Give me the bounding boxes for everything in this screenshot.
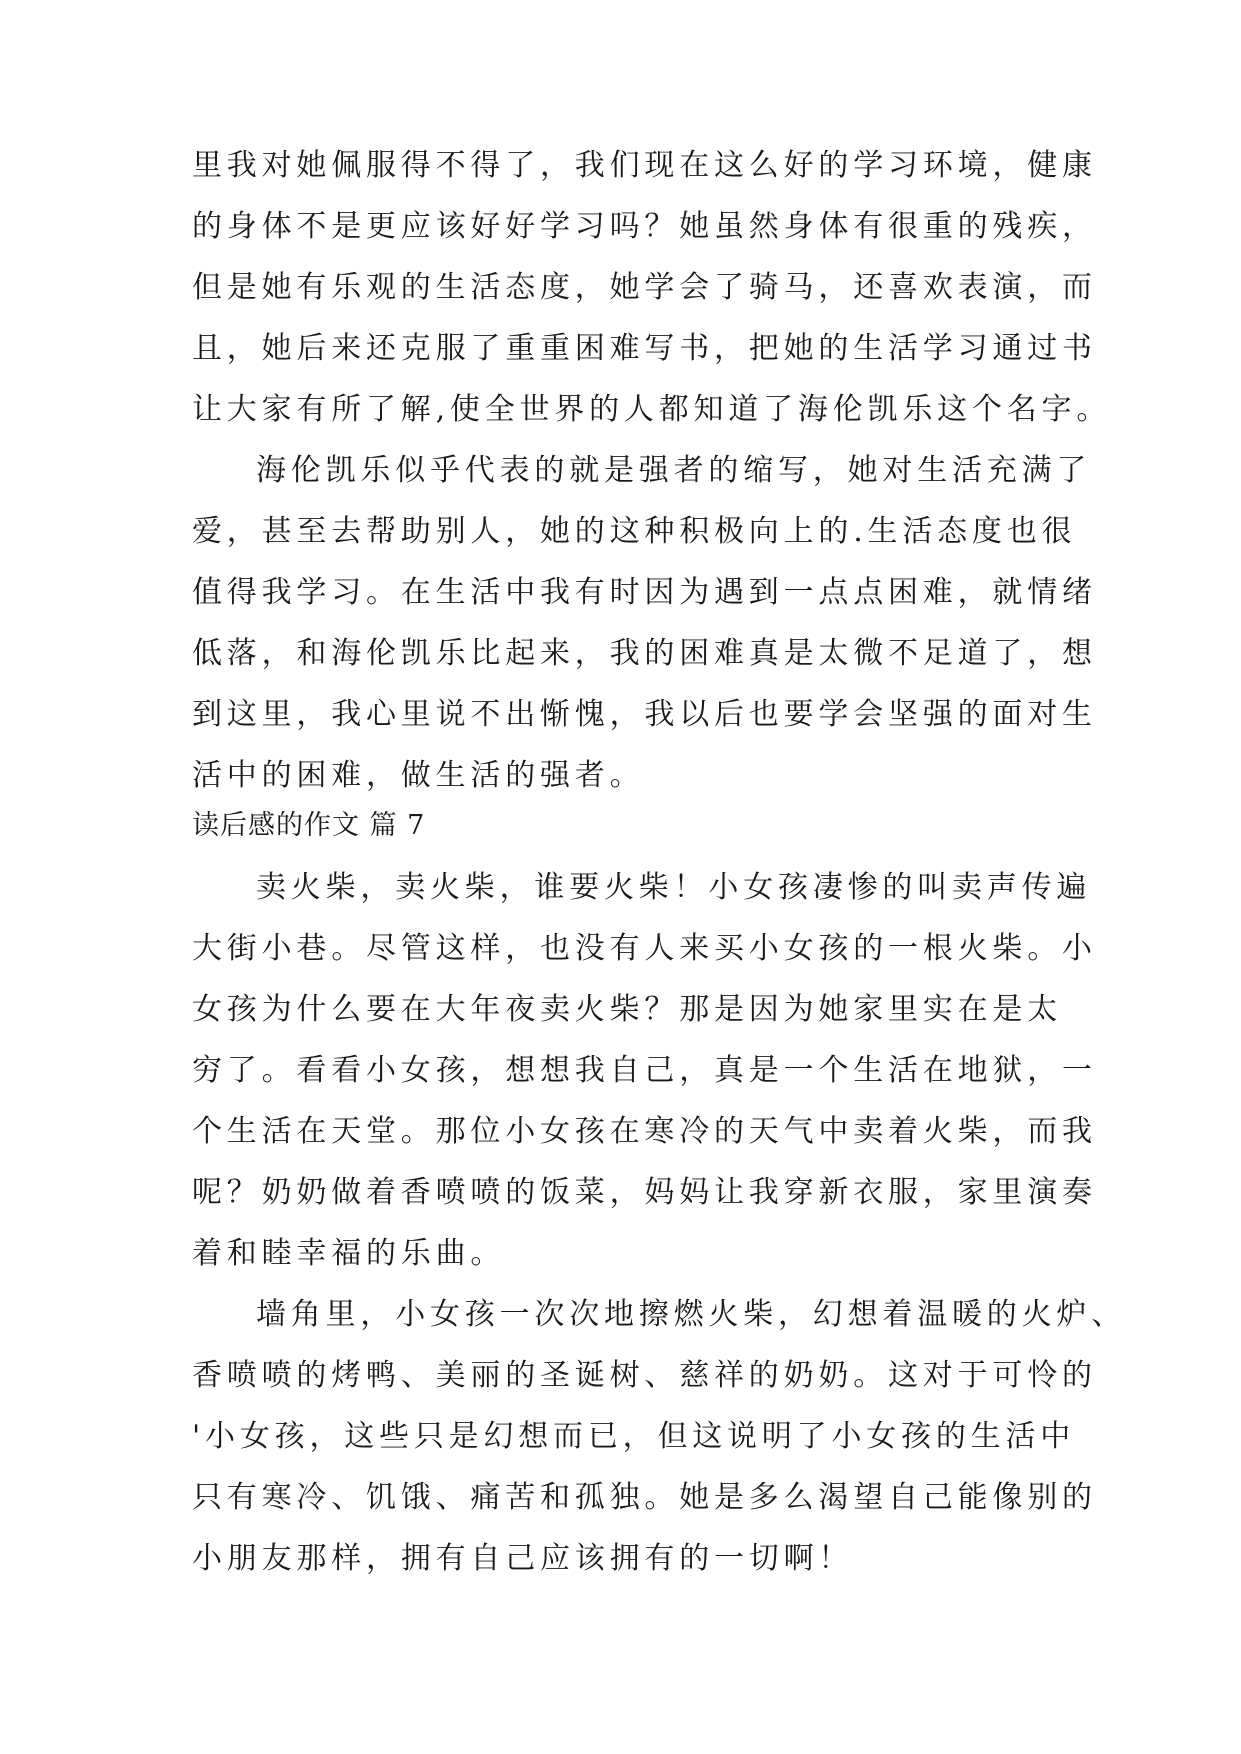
text-line: 着和睦幸福的乐曲。 (192, 1236, 506, 1271)
text-line: 低落，和海伦凯乐比起来，我的困难真是太微不足道了，想 (192, 636, 1097, 671)
text-line: 呢？奶奶做着香喷喷的饭菜，妈妈让我穿新衣服，家里演奏 (192, 1175, 1097, 1210)
text-line: 小朋友那样，拥有自己应该拥有的一切啊！ (192, 1541, 854, 1576)
text-line: 的身体不是更应该好好学习吗？她虽然身体有很重的残疾， (192, 209, 1097, 244)
text-line: 但是她有乐观的生活态度，她学会了骑马，还喜欢表演，而 (192, 270, 1097, 305)
text-line: '小女孩，这些只是幻想而已，但这说明了小女孩的生活中 (192, 1419, 1076, 1454)
text-line: 穷了。看看小女孩，想想我自己，真是一个生活在地狱，一 (192, 1053, 1097, 1088)
text-line: 值得我学习。在生活中我有时因为遇到一点点困难，就情绪 (192, 575, 1097, 610)
text-line: 海伦凯乐似乎代表的就是强者的缩写，她对生活充满了 (256, 453, 1092, 488)
section-heading: 读后感的作文 篇 7 (192, 810, 426, 841)
text-line: 香喷喷的烤鸭、美丽的圣诞树、慈祥的奶奶。这对于可怜的 (192, 1358, 1097, 1393)
text-line: 让大家有所了解,使全世界的人都知道了海伦凯乐这个名字。 (192, 392, 1112, 427)
text-line: 活中的困难，做生活的强者。 (192, 758, 645, 793)
text-line: 爱，甚至去帮助别人，她的这种积极向上的.生活态度也很 (192, 514, 1077, 549)
text-line: 卖火柴，卖火柴，谁要火柴！小女孩凄惨的叫卖声传遍 (256, 870, 1092, 905)
text-line: 大街小巷。尽管这样，也没有人来买小女孩的一根火柴。小 (192, 931, 1097, 966)
text-line: 里我对她佩服得不得了，我们现在这么好的学习环境，健康 (192, 148, 1097, 183)
text-line: 到这里，我心里说不出惭愧，我以后也要学会坚强的面对生 (192, 697, 1097, 732)
text-line: 且，她后来还克服了重重困难写书，把她的生活学习通过书 (192, 331, 1097, 366)
text-line: 个生活在天堂。那位小女孩在寒冷的天气中卖着火柴，而我 (192, 1114, 1097, 1149)
text-line: 墙角里，小女孩一次次地擦燃火柴，幻想着温暖的火炉、 (256, 1297, 1126, 1332)
text-line: 只有寒冷、饥饿、痛苦和孤独。她是多么渴望自己能像别的 (192, 1480, 1097, 1515)
text-line: 女孩为什么要在大年夜卖火柴？那是因为她家里实在是太 (192, 992, 1062, 1027)
